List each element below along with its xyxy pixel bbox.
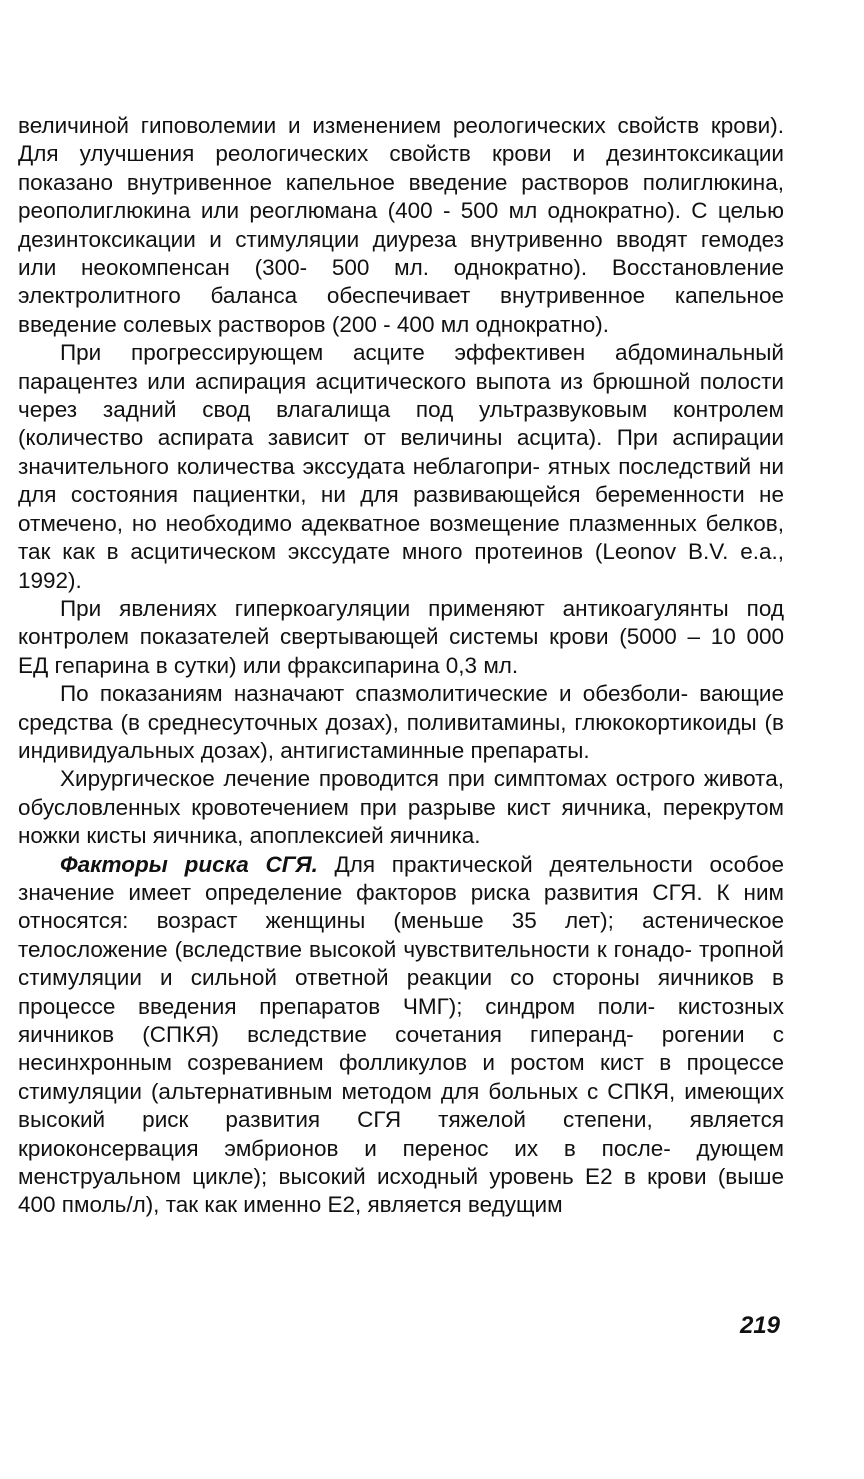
paragraph-hypercoagulation: При явлениях гиперкоагуляции применяют антикоагулянты под контролем показателей свертывающей системы крови (5000 – 10 000 ЕД гепарина в сутки) или фраксипарина 0,3 мл. — [18, 595, 784, 678]
paragraph-ascites: При прогрессирующем асците эффективен абдоминальный парацентез или аспирация асцитического выпота из брюшной полости через задний свод влагалища под ультразвуковым контролем (количество аспирата зависит от величины асцита). При аспирации значительного количества экссудата неблагопри- ятных последствий ни для состояния пациентки, ни для развивающейся беременности не отмечено, но необходимо адекватное возмещение плазменных белков, так как в асцитическом экссудате много протеинов (Leonov B.V. e.a., 1992). — [18, 340, 784, 593]
paragraph-intro: величиной гиповолемии и изменением реологических свойств крови). Для улучшения реологических свойств крови и дезинтоксикации показано внутривенное капельное введение растворов полиглюкина, реополиглюкина или реоглюмана (400 - 500 мл однократно). С целью дезинтоксикации и стимуляции диуреза внутривенно вводят гемодез или неокомпенсан (300- 500 мл. однократно). Восстановление электролитного баланса обеспечивает внутривенное капельное введение солевых растворов (200 - 400 мл однократно). — [18, 113, 784, 337]
risk-factors-text: Для практической деятельности особое значение имеет определение факторов риска развития СГЯ. К ним относятся: возраст женщины (меньше 35 лет); астеническое телосложение (вследствие высокой чувствительности к гонадо- тропной стимуляции и сильной ответной реакции со стороны яичников в процессе введения препаратов ЧМГ); синдром поли- кистозных яичников (СПКЯ) вследствие сочетания гиперанд- рогении с несинхронным созреванием фолликулов и ростом кист в процессе стимуляции (альтернативным методом для больных с СПКЯ, имеющих высокий риск развития СГЯ тяжелой степени, является криоконсервация эмбрионов и перенос их в после- дующем менструальном цикле); высокий исходный уровень Е2 в крови (выше 400 пмоль/л), так как именно Е2, является ведущим — [18, 851, 784, 1218]
page-number: 219 — [739, 1312, 780, 1339]
paragraph-risk-factors — [18, 851, 784, 1220]
paragraph-surgery: Хирургическое лечение проводится при симптомах острого живота, обусловленных кровотечением при разрыве кист яичника, перекрутом ножки кисты яичника, апоплексией яичника. — [18, 766, 784, 849]
page-text — [18, 112, 784, 1220]
risk-factors-heading: Факторы риска СГЯ. — [60, 851, 318, 877]
paragraph-indications: По показаниям назначают спазмолитические и обезболи- вающие средства (в среднесуточных дозах), поливитамины, глюкокортикоиды (в индивидуальных дозах), антигистаминные препараты. — [18, 681, 784, 763]
